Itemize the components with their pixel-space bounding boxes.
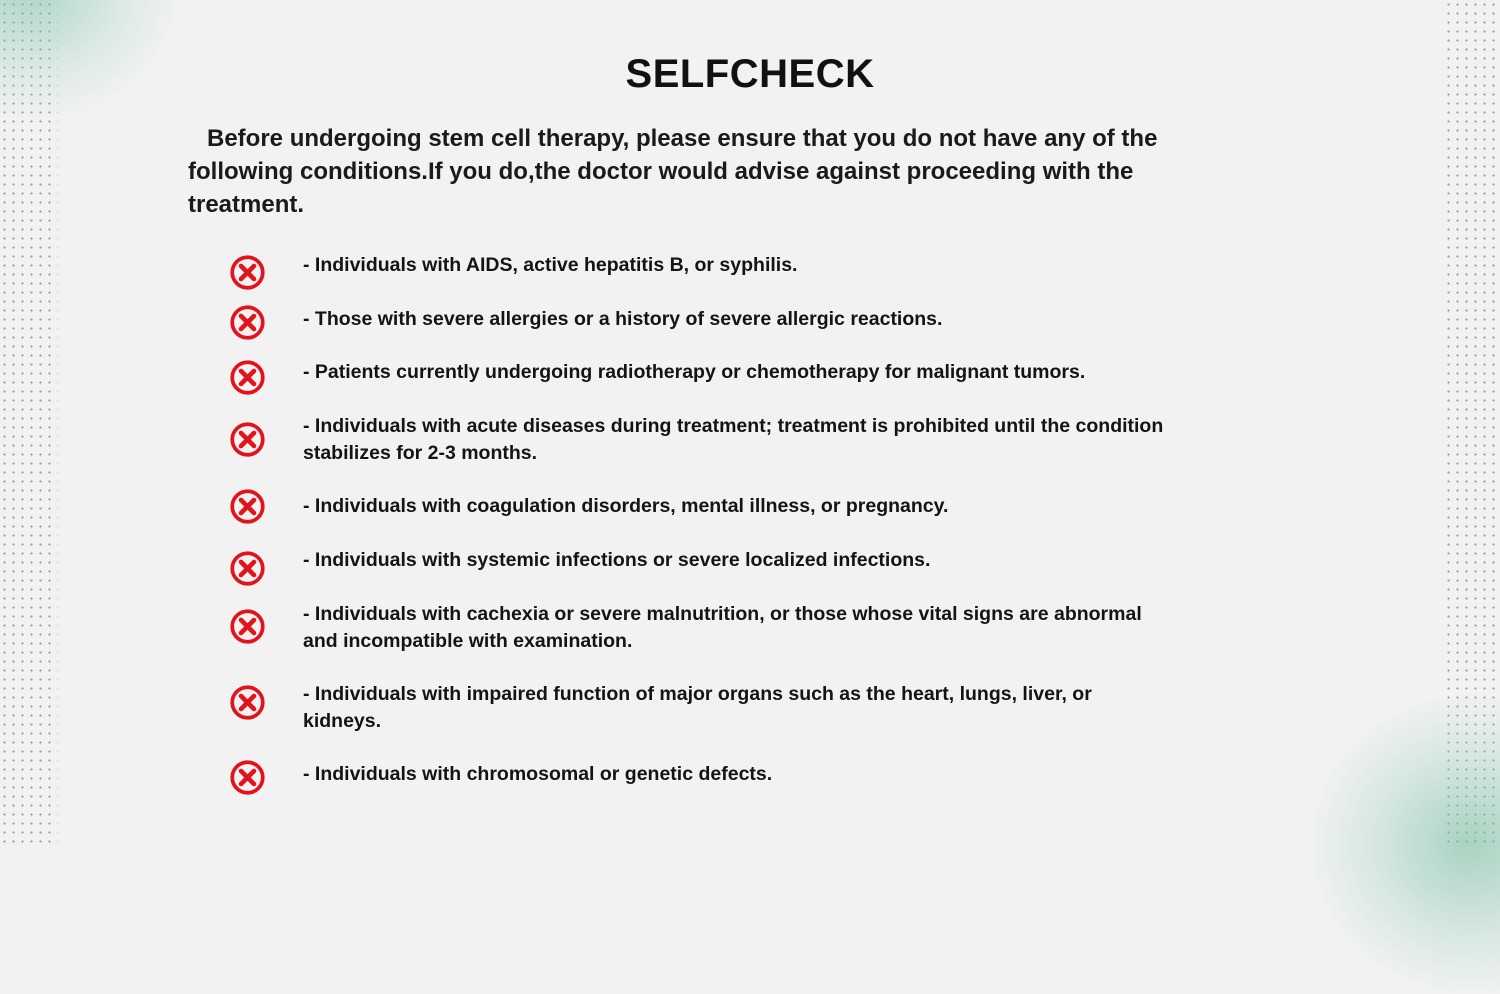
list-item-text: - Individuals with systemic infections or severe localized infections. (303, 549, 931, 571)
list-item-text: - Individuals with chromosomal or genetic defects. (303, 763, 773, 785)
x-circle-icon (229, 304, 266, 341)
page-title: SELFCHECK (625, 52, 875, 96)
x-circle-icon (229, 488, 266, 525)
intro-paragraph: Before undergoing stem cell therapy, please ensure that you do not have any of the following conditions.If you do,the doctor would advise against proceeding with the treatment. (188, 125, 1158, 218)
list-item-text: - Individuals with AIDS, active hepatitis B, or syphilis. (303, 254, 798, 276)
x-circle-icon (229, 421, 266, 458)
x-circle-icon (229, 254, 266, 291)
list-item-text: - Individuals with impaired function of major organs such as the heart, lungs, liver, or kidneys. (303, 683, 1092, 732)
list-item-text: - Those with severe allergies or a history of severe allergic reactions. (303, 308, 943, 330)
list-item-text: - Individuals with coagulation disorders, mental illness, or pregnancy. (303, 495, 949, 517)
list-item-text: - Individuals with cachexia or severe malnutrition, or those whose vital signs are abnormal and incompatible with examination. (303, 603, 1142, 652)
x-circle-icon (229, 550, 266, 587)
x-circle-icon (229, 759, 266, 796)
x-circle-icon (229, 608, 266, 645)
x-circle-icon (229, 684, 266, 721)
list-item-text: - Patients currently undergoing radiotherapy or chemotherapy for malignant tumors. (303, 361, 1086, 383)
x-circle-icon (229, 359, 266, 396)
list-item-text: - Individuals with acute diseases during treatment; treatment is prohibited until the condition stabilizes for 2-3 months. (303, 415, 1164, 464)
